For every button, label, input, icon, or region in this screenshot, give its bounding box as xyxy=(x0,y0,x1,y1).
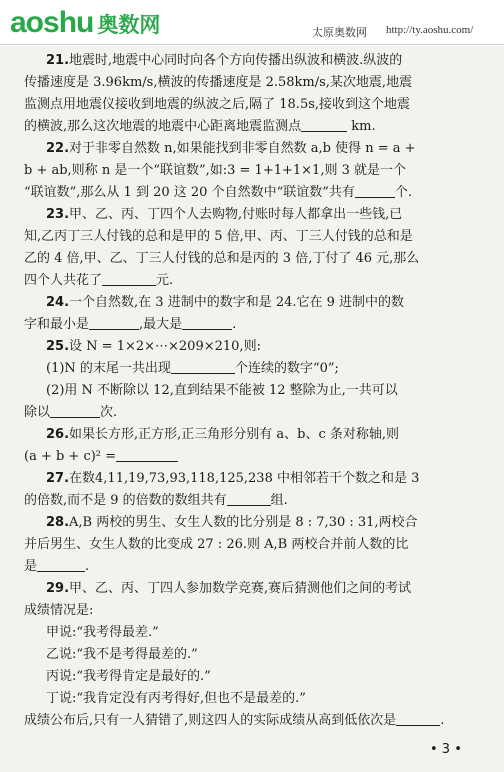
statement-yi: 乙说:“我不是考得最差的.” xyxy=(46,647,198,662)
question-text: 的横波,那么这次地震的地震中心距离地震监测点 xyxy=(24,119,302,134)
question-text: 四个人共花了 xyxy=(24,273,103,288)
header-divider xyxy=(0,44,504,45)
question-23 xyxy=(24,204,486,292)
question-24 xyxy=(24,292,486,336)
question-text: 如果长方形,正方形,正三角形分别有 a、b、c 条对称轴,则 xyxy=(69,427,400,442)
question-text: 的倍数,而不是 9 的倍数的数组共有 xyxy=(24,493,227,508)
question-text: 次. xyxy=(100,405,118,420)
aoshu-logo[interactable] xyxy=(10,6,160,40)
question-text: 对于非零自然数 n,如果能找到非零自然数 a,b 使得 n = a + xyxy=(69,141,416,156)
question-text: . xyxy=(232,317,237,332)
logo-text-cn: 奥数网 xyxy=(97,13,161,37)
question-number: 22. xyxy=(46,141,70,156)
question-29 xyxy=(24,578,486,732)
question-text: 成绩情况是: xyxy=(24,603,94,618)
question-text: 成绩公布后,只有一人猜错了,则这四人的实际成绩从高到低依次是 xyxy=(24,713,397,728)
question-text: 并后男生、女生人数的比变成 27 : 26.则 A,B 两校合并前人数的比 xyxy=(24,537,409,552)
question-number: 28. xyxy=(46,515,70,530)
answer-blank[interactable] xyxy=(89,316,139,330)
question-text: 地震时,地震中心同时向各个方向传播出纵波和横波.纵波的 xyxy=(69,53,403,68)
answer-blank[interactable] xyxy=(116,448,178,462)
question-number: 24. xyxy=(46,295,70,310)
question-text: “联谊数”,那么从 1 到 20 这 20 个自然数中“联谊数”共有 xyxy=(24,185,355,200)
question-text: 是 xyxy=(24,559,38,574)
question-list xyxy=(24,50,486,732)
question-26 xyxy=(24,424,486,468)
answer-blank[interactable] xyxy=(396,712,440,726)
question-text: (1)N 的末尾一共出现 xyxy=(46,361,171,376)
answer-blank[interactable] xyxy=(102,272,156,286)
question-text: 乙的 4 倍,甲、乙、丁三人付钱的总和是丙的 3 倍,丁付了 46 元,那么 xyxy=(24,251,420,266)
question-text: 组. xyxy=(270,493,288,508)
question-text: km. xyxy=(351,119,376,134)
question-22 xyxy=(24,138,486,204)
question-number: 21. xyxy=(46,53,70,68)
answer-blank[interactable] xyxy=(50,404,100,418)
question-number: 23. xyxy=(46,207,70,222)
statement-jia: 甲说:“我考得最差.” xyxy=(46,625,159,640)
question-28: 28.A,B 两校的男生、女生人数的比分别是 8 : 7,30 : 31,两校合 并后男生、女生人数的比变成 27 : 26.则 A,B 两校合并前人数的比 是 . xyxy=(24,512,486,578)
question-text: 传播速度是 3.96km/s,横波的传播速度是 2.58km/s,某次地震,地震 xyxy=(24,75,413,90)
question-text: A,B 两校的男生、女生人数的比分别是 8 : 7,30 : 31,两校合 xyxy=(69,515,418,530)
answer-blank[interactable] xyxy=(355,184,395,198)
question-number: 29. xyxy=(46,581,70,596)
question-text: 监测点用地震仪接收到地震的纵波之后,隔了 18.5s,接收到这个地震 xyxy=(24,97,411,112)
question-text: 一个自然数,在 3 进制中的数字和是 24.它在 9 进制中的数 xyxy=(69,295,405,310)
question-text: 个连续的数字“0”; xyxy=(234,361,339,376)
answer-blank[interactable] xyxy=(301,118,347,132)
question-text: 甲、乙、丙、丁四个人去购物,付账时每人都拿出一些钱,已 xyxy=(69,207,403,222)
site-url-link[interactable]: http://ty.aoshu.com/ xyxy=(386,24,474,36)
question-27 xyxy=(24,468,486,512)
answer-blank[interactable] xyxy=(37,558,85,572)
question-number: 26. xyxy=(46,427,70,442)
question-number: 27. xyxy=(46,471,70,486)
question-number: 25. xyxy=(46,339,70,354)
question-text: 个. xyxy=(394,185,413,200)
logo-text-en: aoshu xyxy=(10,6,94,39)
statement-ding: 丁说:“我肯定没有丙考得好,但也不是最差的.” xyxy=(46,691,306,706)
question-text: (a + b + c)² = xyxy=(24,449,117,464)
site-header xyxy=(0,0,504,46)
page-number: • 3 • xyxy=(430,742,462,757)
question-21 xyxy=(24,50,486,138)
question-text: 知,乙丙丁三人付钱的总和是甲的 5 倍,甲、丙、丁三人付钱的总和是 xyxy=(24,229,413,244)
answer-blank[interactable] xyxy=(227,492,271,506)
question-text: 除以 xyxy=(24,405,51,420)
answer-blank[interactable] xyxy=(182,316,232,330)
question-text: 甲、乙、丙、丁四人参加数学竞赛,赛后猜测他们之间的考试 xyxy=(69,581,412,596)
question-text: 元. xyxy=(156,273,174,288)
statement-bing: 丙说:“我考得肯定是最好的.” xyxy=(46,669,211,684)
question-25 xyxy=(24,336,486,424)
question-text: b + ab,则称 n 是一个“联谊数”,如:3 = 1+1+1×1,则 3 就是一个 xyxy=(24,163,406,178)
question-text: 在数4,11,19,73,93,118,125,238 中相邻若干个数之和是 3 xyxy=(69,471,420,486)
question-text: (2)用 N 不断除以 12,直到结果不能被 12 整除为止,一共可以 xyxy=(46,383,398,398)
question-text: ,最大是 xyxy=(139,317,183,332)
question-text: . xyxy=(440,713,445,728)
question-text: 设 N = 1×2×⋯×209×210,则: xyxy=(69,339,261,354)
answer-blank[interactable] xyxy=(171,360,235,374)
site-name: 太原奥数网 xyxy=(312,26,367,39)
question-text: 字和最小是 xyxy=(24,317,90,332)
